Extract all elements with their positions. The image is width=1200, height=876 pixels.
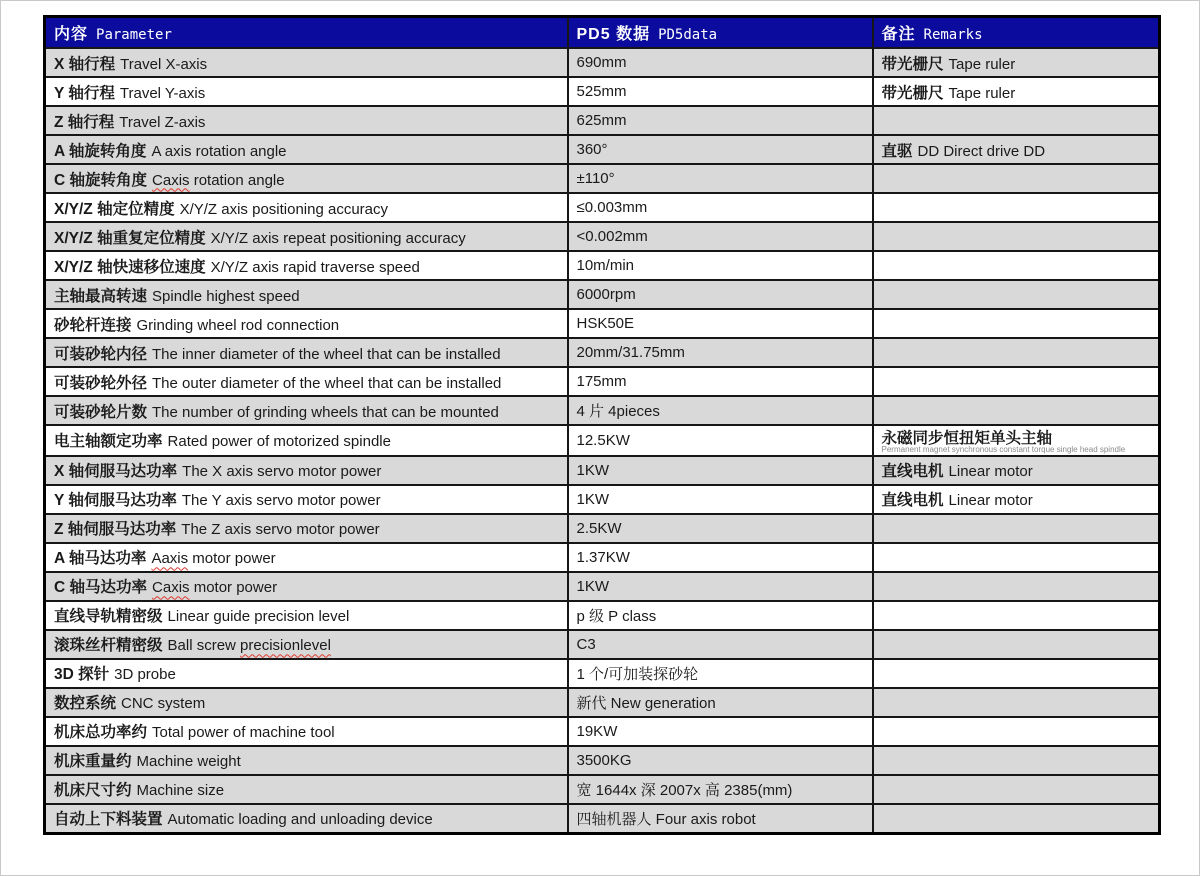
value-text: HSK50E — [576, 315, 635, 332]
table-row — [45, 543, 1160, 572]
table-row — [45, 280, 1160, 309]
remark-cell — [873, 717, 1160, 746]
header-remarks-zh: 备注 — [881, 26, 916, 43]
header-row — [45, 17, 1160, 49]
table-row — [45, 106, 1160, 135]
table-row — [45, 48, 1160, 77]
header-remarks — [873, 17, 1160, 49]
param-cell — [45, 485, 568, 514]
value-cell — [568, 688, 873, 717]
remark-cell — [873, 601, 1160, 630]
remark-en: Tape ruler — [948, 84, 1016, 102]
remark-cell — [873, 164, 1160, 193]
param-en: Grinding wheel rod connection — [136, 316, 340, 334]
table-row — [45, 485, 1160, 514]
misspelled-word: precisionlevel — [240, 637, 331, 655]
table-row — [45, 456, 1160, 485]
param-zh: X/Y/Z 轴定位精度 — [54, 200, 175, 218]
value-text: 4 片 4pieces — [576, 403, 660, 420]
param-cell — [45, 659, 568, 688]
table-row — [45, 775, 1160, 804]
value-cell — [568, 746, 873, 775]
table-row — [45, 717, 1160, 746]
table-row — [45, 601, 1160, 630]
param-en: Travel Y-axis — [119, 84, 206, 102]
param-zh: C 轴马达功率 — [54, 579, 148, 597]
misspelled-word: Caxis — [152, 579, 190, 597]
value-cell — [568, 309, 873, 338]
param-zh: Z 轴伺服马达功率 — [54, 521, 177, 539]
param-zh: 电主轴额定功率 — [54, 433, 163, 451]
table-row — [45, 804, 1160, 834]
param-en: Total power of machine tool — [152, 724, 335, 742]
value-cell — [568, 193, 873, 222]
param-zh: X/Y/Z 轴重复定位精度 — [54, 229, 206, 247]
remark-zh: 直线电机 — [881, 492, 944, 510]
table-row — [45, 572, 1160, 601]
header-parameter-en: Parameter — [96, 27, 172, 43]
param-cell — [45, 601, 568, 630]
param-cell — [45, 338, 568, 367]
value-cell — [568, 164, 873, 193]
value-text: 1.37KW — [576, 548, 630, 566]
param-cell — [45, 367, 568, 396]
misspelled-word: Aaxis — [151, 550, 189, 568]
param-en: 3D probe — [114, 666, 176, 684]
remark-en: Linear motor — [948, 492, 1033, 510]
param-zh: 3D 探针 — [54, 666, 110, 684]
remark-cell — [873, 543, 1160, 572]
header-pd5-data-zh: PD5 数据 — [576, 26, 651, 43]
value-text: 525mm — [576, 83, 627, 100]
param-cell — [45, 135, 568, 164]
param-en: The number of grinding wheels that can be mounted — [152, 403, 499, 421]
value-text: 19KW — [576, 722, 618, 740]
table-body — [45, 48, 1160, 833]
value-text: p 级 P class — [576, 607, 657, 625]
table-row — [45, 659, 1160, 688]
param-zh: Y 轴行程 — [54, 84, 115, 102]
table-row — [45, 77, 1160, 106]
remark-cell — [873, 485, 1160, 514]
param-en: Rated power of motorized spindle — [167, 433, 391, 451]
param-zh: 滚珠丝杆精密级 — [54, 637, 163, 655]
value-cell — [568, 775, 873, 804]
value-text: <0.002mm — [576, 228, 648, 245]
param-zh: X/Y/Z 轴快速移位速度 — [54, 258, 206, 276]
param-en: Machine size — [136, 782, 225, 800]
param-zh: 可装砂轮外径 — [54, 374, 148, 392]
param-zh: 自动上下料装置 — [54, 811, 163, 829]
param-zh: A 轴旋转角度 — [54, 142, 147, 160]
remark-zh: 永磁同步恒扭矩单头主轴 — [881, 430, 1053, 447]
table-row — [45, 746, 1160, 775]
remark-cell — [873, 804, 1160, 834]
value-cell — [568, 77, 873, 106]
value-cell — [568, 804, 873, 834]
param-en: X/Y/Z axis positioning accuracy — [179, 200, 389, 218]
param-zh: 可装砂轮内径 — [54, 345, 148, 363]
value-text: 2.5KW — [576, 519, 622, 537]
param-zh: C 轴旋转角度 — [54, 171, 148, 189]
param-en: CNC system — [121, 695, 206, 713]
value-cell — [568, 572, 873, 601]
remark-cell — [873, 338, 1160, 367]
header-parameter-zh: 内容 — [54, 26, 89, 43]
spec-table — [43, 15, 1161, 835]
param-zh: X 轴行程 — [54, 55, 116, 73]
value-text: 四轴机器人 Four axis robot — [576, 810, 756, 828]
remark-cell — [873, 309, 1160, 338]
param-en: Spindle highest speed — [152, 287, 300, 305]
value-cell — [568, 338, 873, 367]
value-text: 1KW — [576, 577, 610, 595]
param-zh: 机床总功率约 — [54, 724, 148, 742]
remark-zh: 带光栅尺 — [881, 55, 944, 73]
value-cell — [568, 106, 873, 135]
header-parameter — [45, 17, 568, 49]
remark-cell — [873, 572, 1160, 601]
header-pd5-data — [568, 17, 873, 49]
remark-cell — [873, 48, 1160, 77]
param-cell — [45, 630, 568, 659]
table-row — [45, 367, 1160, 396]
value-cell — [568, 251, 873, 280]
param-cell — [45, 775, 568, 804]
value-cell — [568, 485, 873, 514]
table-row — [45, 688, 1160, 717]
param-zh: Y 轴伺服马达功率 — [54, 492, 177, 510]
param-en: Travel X-axis — [120, 55, 208, 73]
table-row — [45, 251, 1160, 280]
remark-cell — [873, 456, 1160, 485]
param-cell — [45, 222, 568, 251]
param-cell — [45, 77, 568, 106]
value-cell — [568, 280, 873, 309]
param-cell — [45, 572, 568, 601]
table-row — [45, 630, 1160, 659]
value-cell — [568, 222, 873, 251]
param-en: Ball screw precisionlevel — [167, 637, 331, 655]
value-cell — [568, 543, 873, 572]
param-zh: 机床重量约 — [54, 753, 132, 771]
remark-subtext: Permanent magnet synchronous constant torque single head spindle — [881, 445, 1126, 454]
table-row — [45, 514, 1160, 543]
value-cell — [568, 396, 873, 425]
value-cell — [568, 659, 873, 688]
table-row — [45, 222, 1160, 251]
remark-cell — [873, 775, 1160, 804]
remark-cell — [873, 222, 1160, 251]
value-cell — [568, 425, 873, 456]
param-en: Automatic loading and unloading device — [167, 811, 433, 829]
value-text: ≤0.003mm — [576, 199, 648, 216]
param-en: X/Y/Z axis repeat positioning accuracy — [210, 229, 466, 247]
param-cell — [45, 425, 568, 456]
table-row — [45, 396, 1160, 425]
value-text: 690mm — [576, 54, 627, 71]
remark-cell — [873, 396, 1160, 425]
param-cell — [45, 48, 568, 77]
param-en: Caxis motor power — [152, 579, 278, 597]
table-row — [45, 164, 1160, 193]
remark-cell — [873, 688, 1160, 717]
table-row — [45, 309, 1160, 338]
value-text: 10m/min — [576, 257, 635, 274]
param-zh: 数控系统 — [54, 695, 117, 713]
remark-cell — [873, 77, 1160, 106]
param-cell — [45, 106, 568, 135]
param-zh: 主轴最高转速 — [54, 287, 148, 305]
value-cell — [568, 367, 873, 396]
value-cell — [568, 135, 873, 164]
value-text: 175mm — [576, 373, 627, 390]
remark-cell — [873, 367, 1160, 396]
param-cell — [45, 193, 568, 222]
param-en: Aaxis motor power — [151, 550, 276, 568]
param-cell — [45, 543, 568, 572]
remark-cell — [873, 251, 1160, 280]
remark-cell — [873, 630, 1160, 659]
param-en: Travel Z-axis — [119, 113, 206, 131]
value-cell — [568, 717, 873, 746]
value-text: 新代 New generation — [576, 694, 716, 712]
value-cell — [568, 48, 873, 77]
remark-cell — [873, 280, 1160, 309]
value-text: 1KW — [576, 461, 610, 479]
remark-cell — [873, 746, 1160, 775]
param-cell — [45, 251, 568, 280]
value-text: 625mm — [576, 112, 627, 129]
value-text: 360° — [576, 141, 608, 158]
remark-cell — [873, 659, 1160, 688]
header-remarks-en: Remarks — [923, 27, 983, 43]
value-cell — [568, 456, 873, 485]
param-en: The Z axis servo motor power — [181, 521, 380, 539]
remark-cell — [873, 135, 1160, 164]
table-row — [45, 193, 1160, 222]
param-en: X/Y/Z axis rapid traverse speed — [210, 258, 420, 276]
value-cell — [568, 601, 873, 630]
value-text: 1KW — [576, 490, 610, 508]
param-cell — [45, 717, 568, 746]
param-en: Machine weight — [136, 753, 241, 771]
table-row — [45, 425, 1160, 456]
value-text: C3 — [576, 635, 596, 653]
param-cell — [45, 688, 568, 717]
param-cell — [45, 309, 568, 338]
param-en: Caxis rotation angle — [152, 171, 285, 189]
remark-cell — [873, 106, 1160, 135]
param-zh: X 轴伺服马达功率 — [54, 463, 178, 481]
remark-en: Tape ruler — [948, 55, 1016, 73]
value-text: 3500KG — [576, 751, 632, 769]
misspelled-word: Caxis — [152, 171, 190, 189]
header-pd5-data-en: PD5data — [658, 27, 718, 43]
value-text: 20mm/31.75mm — [576, 344, 685, 361]
param-zh: A 轴马达功率 — [54, 550, 147, 568]
value-text: 宽 1644x 深 2007x 高 2385(mm) — [576, 781, 793, 799]
param-cell — [45, 280, 568, 309]
value-text: 12.5KW — [576, 431, 630, 449]
param-zh: 砂轮杆连接 — [54, 316, 132, 334]
param-zh: Z 轴行程 — [54, 113, 115, 131]
remark-zh: 直线电机 — [881, 463, 944, 481]
param-zh: 机床尺寸约 — [54, 782, 132, 800]
value-text: 1 个/可加装探砂轮 — [576, 665, 699, 683]
param-cell — [45, 746, 568, 775]
param-en: The X axis servo motor power — [182, 463, 382, 481]
param-cell — [45, 396, 568, 425]
remark-en: Linear motor — [948, 463, 1033, 481]
param-cell — [45, 804, 568, 834]
param-en: The Y axis servo motor power — [181, 492, 381, 510]
remark-zh: 带光栅尺 — [881, 84, 944, 102]
remark-zh: 直驱 — [881, 142, 913, 160]
param-cell — [45, 164, 568, 193]
table-row — [45, 338, 1160, 367]
remark-cell — [873, 514, 1160, 543]
param-en: A axis rotation angle — [151, 142, 287, 160]
value-cell — [568, 514, 873, 543]
remark-cell — [873, 193, 1160, 222]
param-en: The inner diameter of the wheel that can be installed — [152, 345, 501, 363]
param-en: Linear guide precision level — [167, 608, 350, 626]
value-text: 6000rpm — [576, 286, 636, 303]
table-row — [45, 135, 1160, 164]
remark-en: DD Direct drive DD — [917, 142, 1046, 160]
remark-cell — [873, 425, 1160, 456]
value-cell — [568, 630, 873, 659]
value-text: ±110° — [576, 170, 615, 187]
param-en: The outer diameter of the wheel that can be installed — [152, 374, 502, 392]
param-cell — [45, 456, 568, 485]
param-zh: 可装砂轮片数 — [54, 403, 148, 421]
param-cell — [45, 514, 568, 543]
param-zh: 直线导轨精密级 — [54, 608, 163, 626]
